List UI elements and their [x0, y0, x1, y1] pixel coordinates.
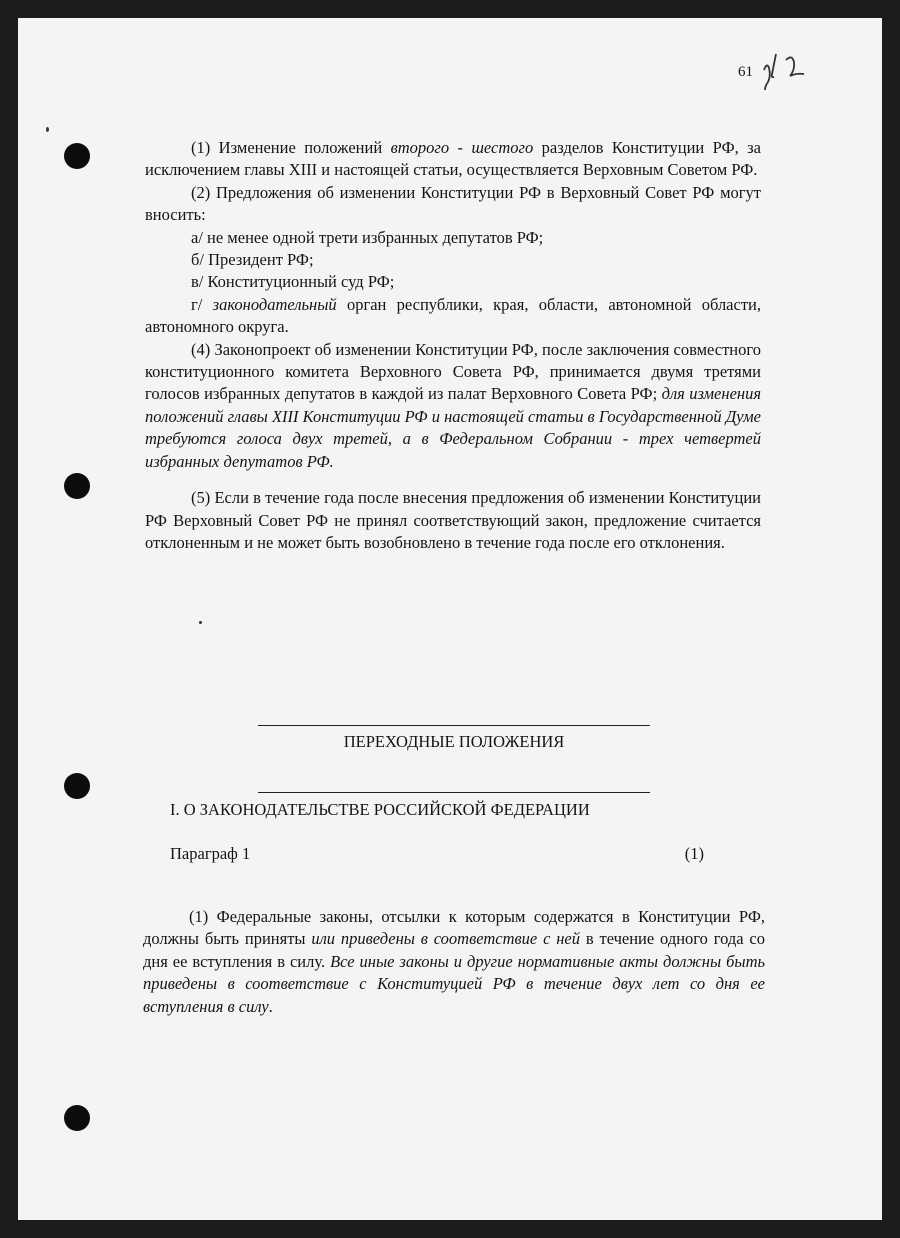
paragraph [145, 487, 761, 554]
punch-hole [64, 1105, 90, 1131]
heading-rule-bottom [258, 792, 650, 793]
paragraph [145, 227, 761, 249]
text-run: (2) Предложения об изменении Конституции РФ в Верховный Совет РФ могут вносить: [145, 182, 761, 225]
italic-text: для изменения положений главы XIII Конституции РФ и настоящей статьи в Государственной Думе требуются голоса двух третей, а в Федеральном Собрании - трех четвертей избранных депутатов РФ. [145, 384, 761, 471]
text-run: в/ Конституционный суд РФ; [191, 272, 395, 292]
italic-text: Все иные законы и другие нормативные акты должны быть приведены в соответствие с Конституцией РФ в течение двух лет со дня ее вступления в силу [143, 951, 766, 1016]
text-run: (1) Изменение положений [191, 138, 391, 157]
punch-hole [64, 143, 90, 169]
text-run: разделов Конституции РФ, за исключением главы XIII и настоящей статьи, осуществляется Верховным Советом РФ. [145, 138, 762, 180]
speck [199, 621, 202, 624]
text-run: а/ не менее одной трети избранных депутатов РФ; [191, 227, 544, 247]
text-run: (1) Федеральные законы, отсылки к которым содержатся в Конституции РФ, должны быть приняты [143, 907, 765, 949]
text-run: . [268, 996, 273, 1016]
paragraph-number: (1) [684, 844, 704, 863]
section-title: I. О ЗАКОНОДАТЕЛЬСТВЕ РОССИЙСКОЙ ФЕДЕРАЦИИ [170, 800, 590, 819]
punch-hole [64, 473, 90, 499]
italic-text: или приведены в соответствие с ней [311, 929, 581, 949]
text-run: в течение одного года со дня ее вступления в силу. [143, 929, 765, 971]
paragraph [145, 137, 761, 182]
paragraph [145, 294, 761, 339]
paragraph-header [170, 844, 704, 864]
paragraph [145, 182, 761, 227]
text-run: орган республики, края, области, автономной области, автономного округа. [145, 294, 761, 337]
heading-rule-top [258, 725, 650, 726]
federal-laws-provision [143, 906, 765, 1018]
constitutional-amendment-article [145, 137, 761, 554]
text-run: (5) Если в течение года после внесения предложения об изменении Конституции РФ Верховный Совет РФ не принял соответствующий закон, предложение считается отклоненным и не может быть возобновлено в течение года после его отклонения. [145, 488, 761, 552]
page-number: 61 [738, 64, 753, 80]
paragraph [145, 271, 761, 293]
handwritten-mark [762, 50, 832, 90]
paragraph-label: Параграф 1 [170, 844, 251, 863]
paragraph [145, 249, 761, 271]
punch-hole [64, 773, 90, 799]
text-run: г/ [191, 294, 213, 314]
transitional-provisions-heading: ПЕРЕХОДНЫЕ ПОЛОЖЕНИЯ [343, 732, 565, 751]
italic-text: законодательный [212, 294, 337, 314]
italic-text: второго - шестого [390, 138, 534, 157]
text-run: (4) Законопроект об изменении Конституции РФ, после заключения совместного конституционного комитета Верховного Совета РФ, принимается двумя третями голосов избранных депутатов в каждой из палат Верховного Совета РФ; [145, 339, 761, 404]
paragraph [145, 339, 761, 473]
paragraph [143, 906, 765, 1018]
text-run: б/ Президент РФ; [191, 250, 314, 270]
speck [46, 127, 49, 132]
